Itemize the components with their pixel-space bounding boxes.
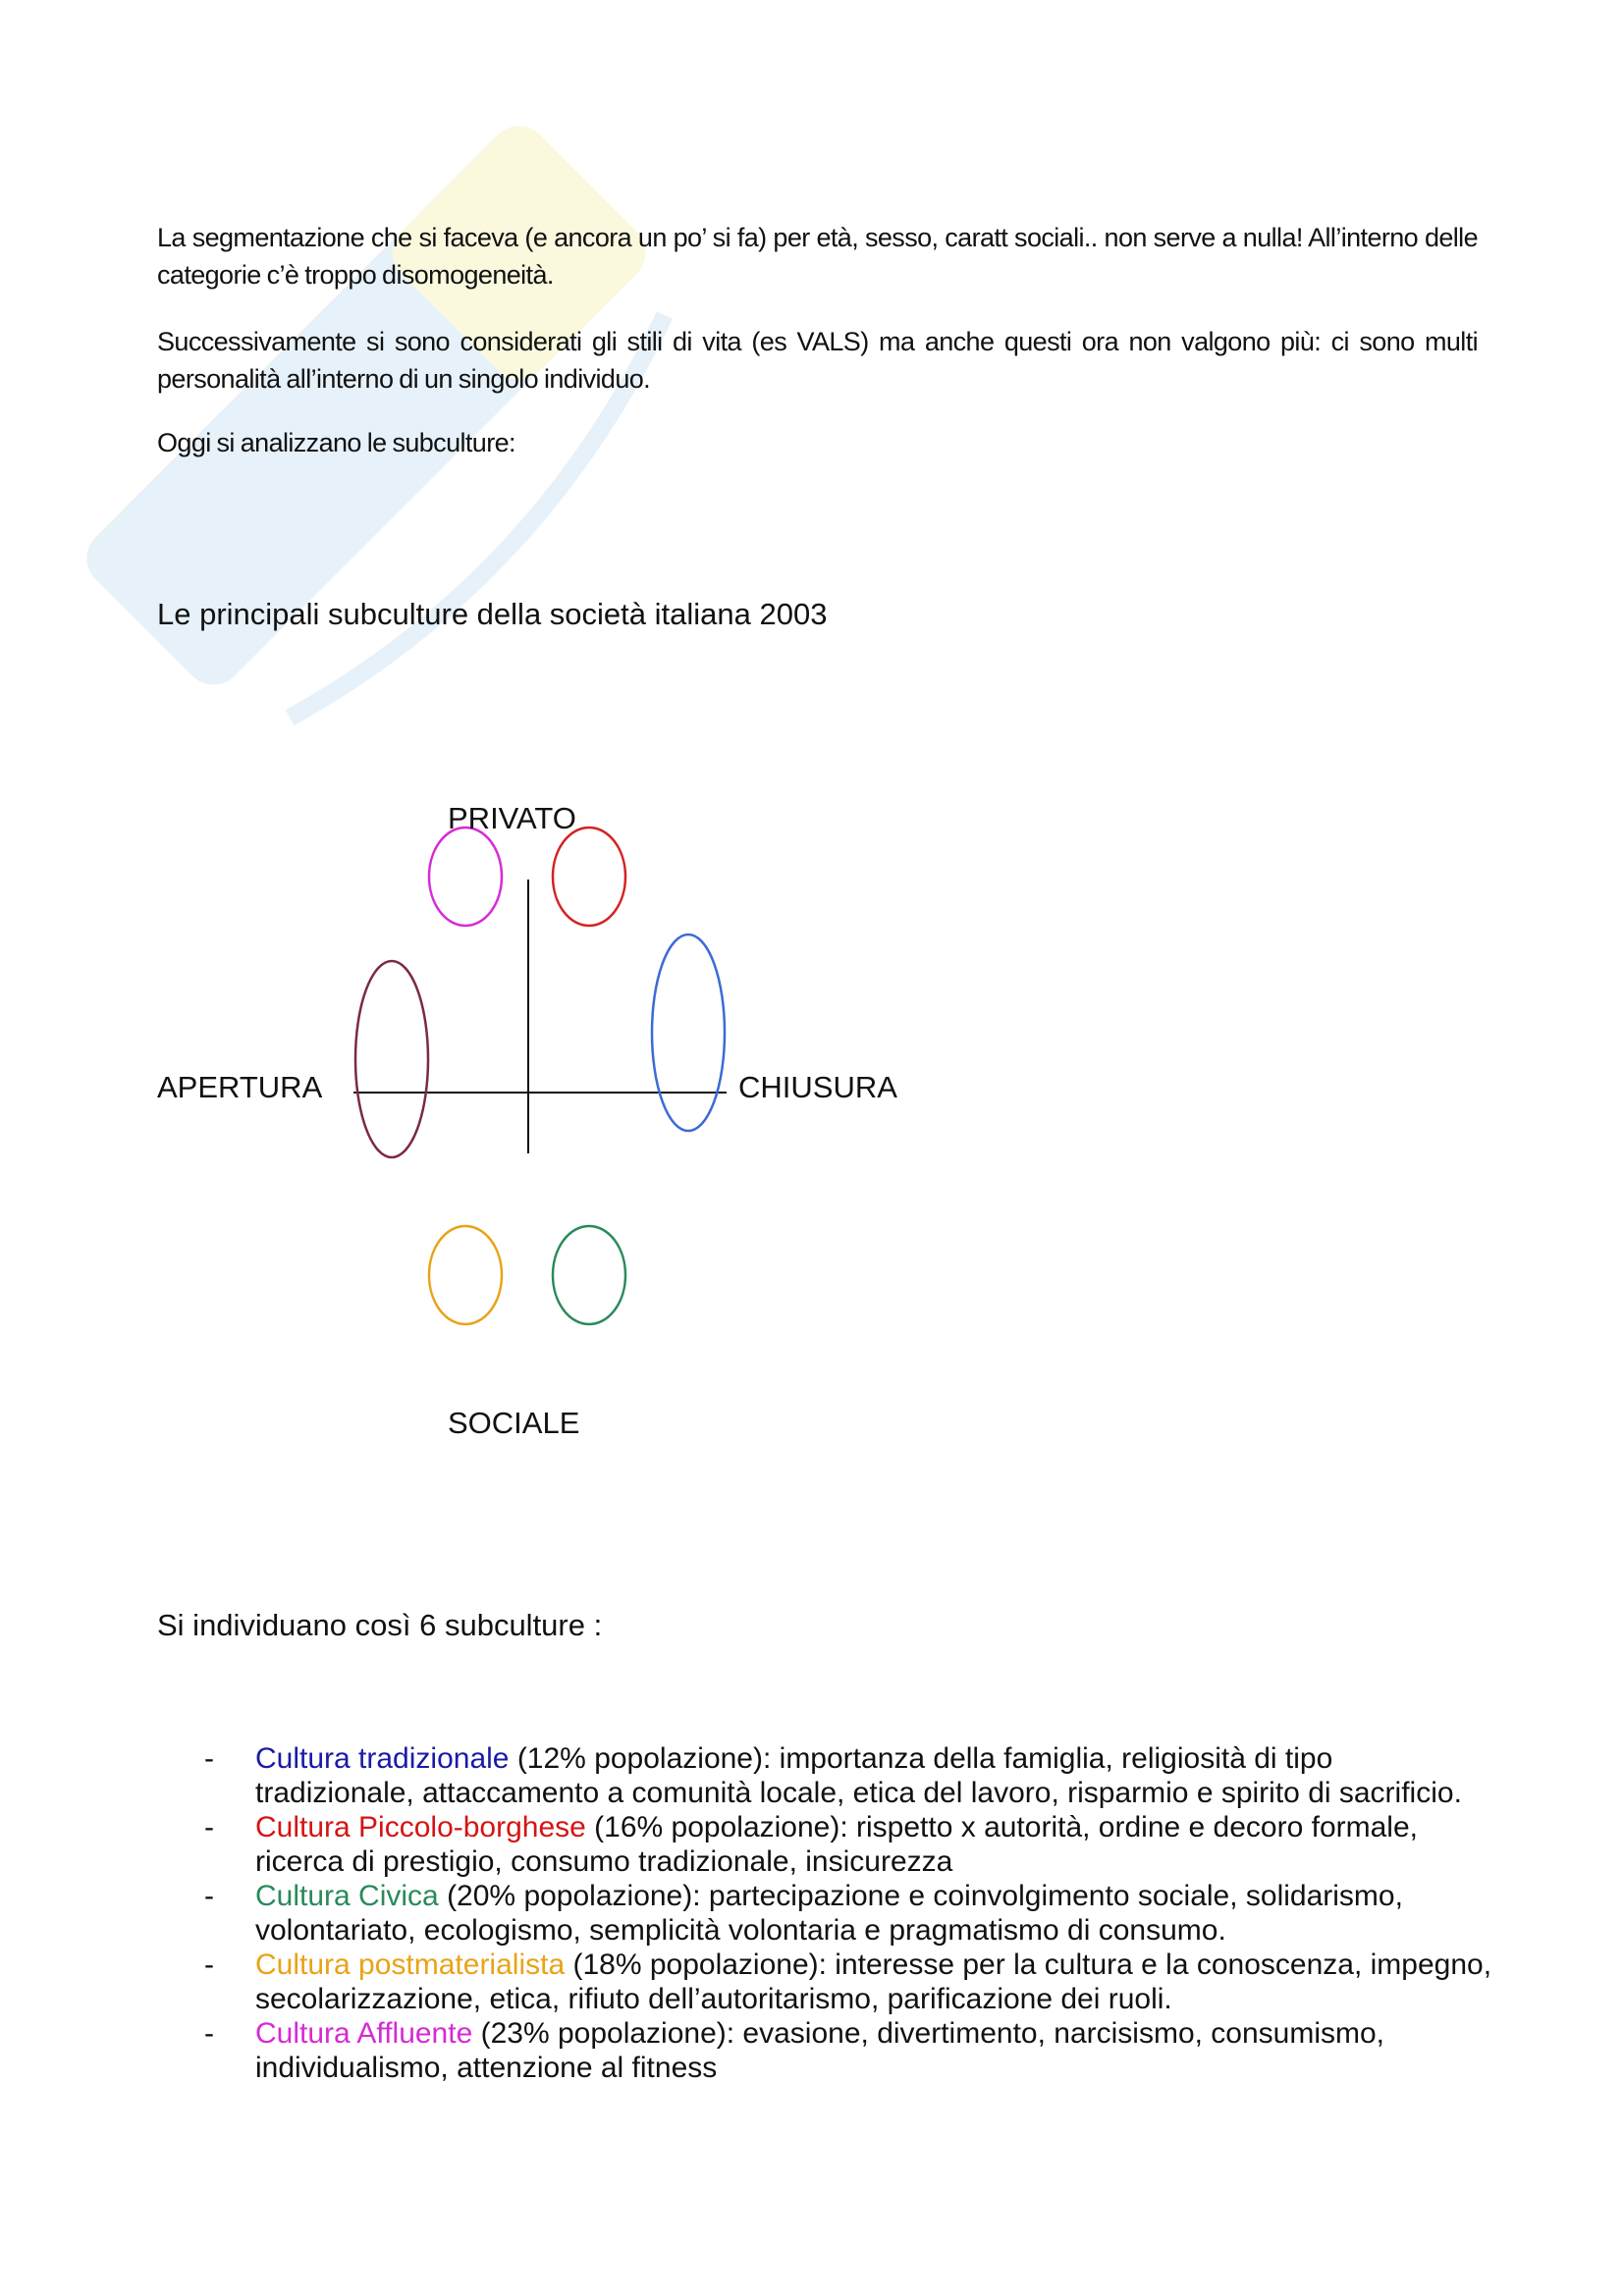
subcultures-count: Si individuano così 6 subculture :: [157, 1608, 603, 1642]
subculture-name: Cultura Civica: [255, 1880, 439, 1912]
list-item: [157, 1948, 1492, 2016]
list-item: [157, 1741, 1492, 1810]
list-dash: -: [204, 1880, 214, 1912]
list-dash: -: [204, 1742, 214, 1775]
list-item: [157, 2016, 1492, 2085]
ellipse-affluente: [429, 828, 502, 926]
subculture-description: (18% popolazione): interesse per la cultura e la conoscenza, impegno, secolarizzazione, etica, rifiuto dell’autoritarismo, parificazione dei ruoli.: [255, 1949, 1492, 2015]
ellipse-piccolo-borghese: [553, 828, 625, 926]
watermark-logo: [20, 59, 727, 766]
axis-label-chiusura: CHIUSURA: [738, 1070, 897, 1104]
subculture-name: Cultura Affluente: [255, 2017, 473, 2050]
subculture-name: Cultura tradizionale: [255, 1742, 510, 1775]
list-item: [157, 1879, 1492, 1948]
subculture-list: [157, 1741, 1492, 2085]
subculture-name: Cultura Piccolo-borghese: [255, 1811, 586, 1843]
axis-label-privato: PRIVATO: [448, 801, 576, 835]
paragraph-lifestyles: Successivamente si sono considerati gli stili di vita (es VALS) ma anche questi ora non valgono più: ci sono multi personalità all’interno di un singolo individuo.: [157, 327, 1478, 394]
subculture-name: Cultura postmaterialista: [255, 1949, 566, 1981]
subculture-description: (16% popolazione): rispetto x autorità, ordine e decoro formale, ricerca di prestigio, consumo tradizionale, insicurezza: [255, 1811, 1418, 1878]
paragraph-subcultures-intro: Oggi si analizzano le subculture:: [157, 428, 515, 457]
ellipse-tradizionale: [652, 934, 725, 1131]
list-dash: -: [204, 1949, 214, 1981]
subculture-description: (12% popolazione): importanza della famiglia, religiosità di tipo tradizionale, attaccamento a comunità locale, etica del lavoro, risparmio e spirito di sacrificio.: [255, 1742, 1462, 1809]
ellipse-apertura: [355, 961, 428, 1157]
list-dash: -: [204, 2017, 214, 2050]
list-item: [157, 1810, 1492, 1879]
subculture-description: (23% popolazione): evasione, divertimento, narcisismo, consumismo, individualismo, attenzione al fitness: [255, 2017, 1385, 2084]
ellipse-civica: [553, 1226, 625, 1324]
ellipse-postmaterialista: [429, 1226, 502, 1324]
paragraph-segmentation: La segmentazione che si faceva (e ancora un po’ si fa) per età, sesso, caratt sociali.. non serve a nulla! All’interno delle categorie c’è troppo disomogeneità.: [157, 223, 1478, 290]
diagram-heading: Le principali subculture della società italiana 2003: [157, 597, 828, 631]
axis-label-apertura: APERTURA: [157, 1070, 323, 1104]
subculture-description: (20% popolazione): partecipazione e coinvolgimento sociale, solidarismo, volontariato, ecologismo, semplicità volontaria e pragmatismo di consumo.: [255, 1880, 1403, 1947]
axis-label-sociale: SOCIALE: [448, 1406, 580, 1440]
list-dash: -: [204, 1811, 214, 1843]
